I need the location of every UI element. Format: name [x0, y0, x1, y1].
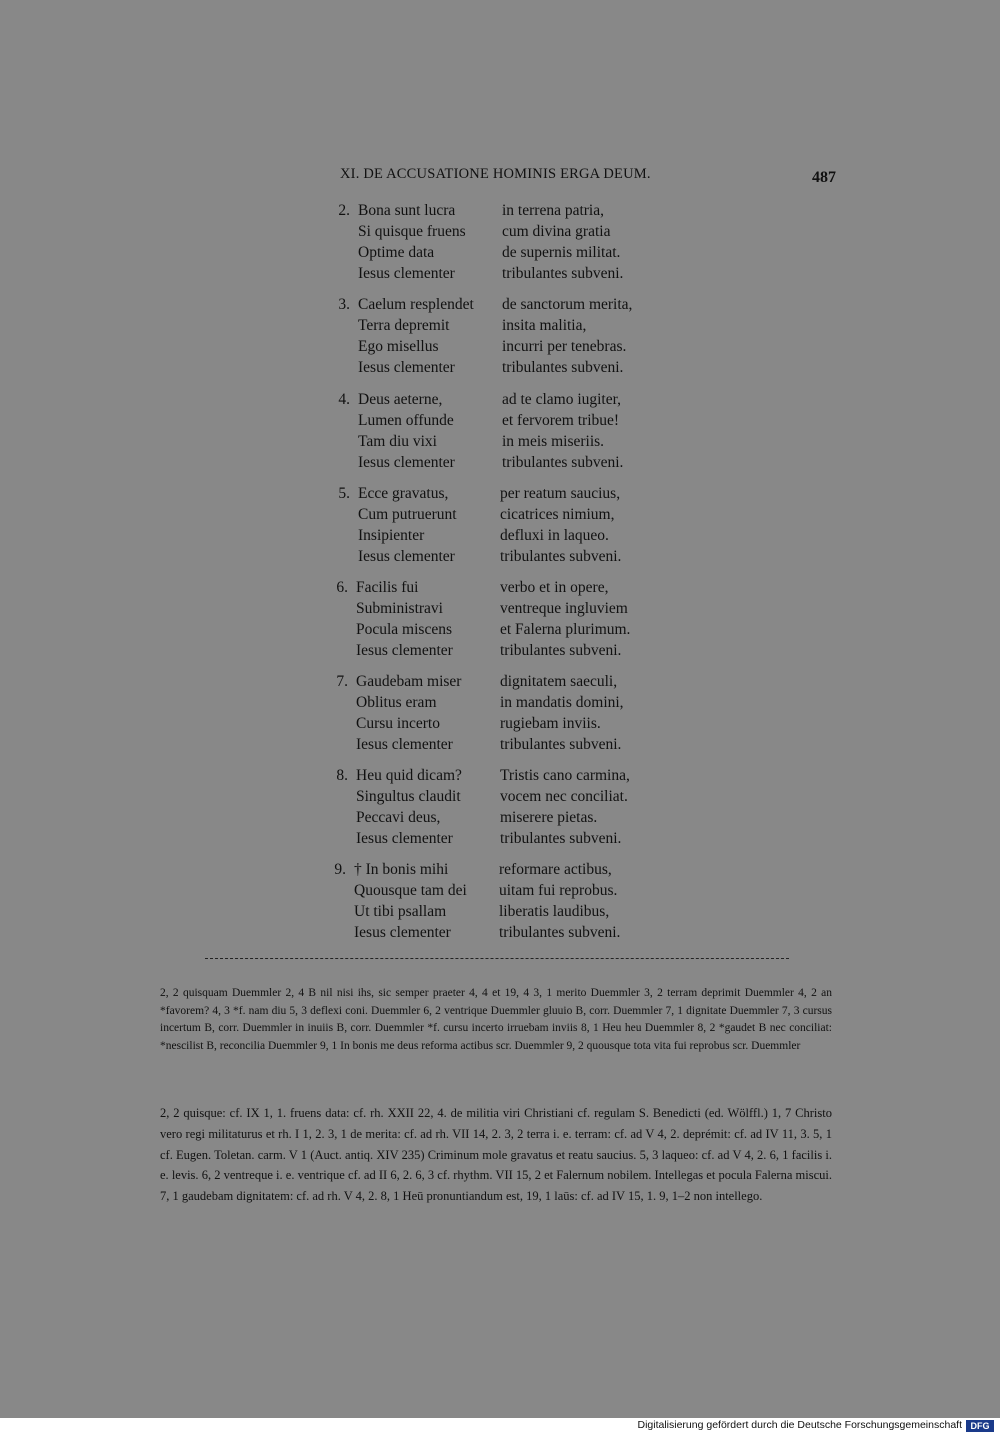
second-hemistich: de supernis militat. — [502, 244, 621, 261]
second-hemistich: Tristis cano carmina, — [500, 767, 630, 784]
stanza-number: 3. — [338, 296, 350, 313]
footer-bar — [0, 1418, 1000, 1434]
first-hemistich: Pocula miscens — [356, 621, 452, 638]
verse-line — [0, 412, 1000, 433]
first-hemistich: Quousque tam dei — [354, 882, 467, 899]
verse-line — [0, 715, 1000, 736]
second-hemistich: tribulantes subveni. — [500, 736, 622, 753]
first-hemistich: Iesus clementer — [358, 548, 455, 565]
verse-line — [0, 506, 1000, 527]
verse-line — [0, 527, 1000, 548]
second-hemistich: verbo et in opere, — [500, 579, 609, 596]
verse-line — [0, 391, 1000, 412]
first-hemistich: Bona sunt lucra — [358, 202, 456, 219]
verse-line — [0, 600, 1000, 621]
first-hemistich: Si quisque fruens — [358, 223, 466, 240]
stanza-number: 2. — [338, 202, 350, 219]
second-hemistich: cum divina gratia — [502, 223, 611, 240]
second-hemistich: tribulantes subveni. — [502, 265, 624, 282]
second-hemistich: rugiebam inviis. — [500, 715, 601, 732]
first-hemistich: Cum putruerunt — [358, 506, 457, 523]
second-hemistich: et Falerna plurimum. — [500, 621, 631, 638]
verse-line — [0, 621, 1000, 642]
source-notes: 2, 2 quisque: cf. IX 1, 1. fruens data: cf. rh. XXII 22, 4. de militia viri Christiani cf. regulam S. Benedicti (ed. Wölffl.) 1, 7 Christo vero regi militaturus et rh. I 1, 2. 3, 1 de merita: cf. ad rh. VII 14, 2. 3, 2 terra i. e. terram: cf. ad V 4, 2. deprémit: cf. ad IV 11, 3. 5, 1 cf. Eugen. Toletan. carm. V 1 (Auct. antiq. XIV 235) Criminum mole gravatus et reatu saucius. 5, 3 laqueo: cf. ad V 4, 2. 6, 1 facilis i. e. levis. 6, 2 ventreque i. e. ventrique cf. ad II 6, 2. 6, 3 cf. rhythm. VII 15, 2 et Falernum nobilem. Intellegas et pocula Falerna miscui. 7, 1 gaudebam dignitatem: cf. ad rh. V 4, 2. 8, 1 Heū pronuntiandum est, 19, 1 laūs: cf. ad IV 15, 1. 9, 1–2 non intellego. — [160, 1106, 832, 1204]
verse-line — [0, 882, 1000, 903]
first-hemistich: Gaudebam miser — [356, 673, 462, 690]
first-hemistich: Subministravi — [356, 600, 443, 617]
verse-line — [0, 788, 1000, 809]
first-hemistich: Optime data — [358, 244, 435, 261]
verse-line — [0, 265, 1000, 286]
verse-line — [0, 244, 1000, 265]
first-hemistich: † In bonis mihi — [354, 861, 449, 878]
first-hemistich: Tam diu vixi — [358, 433, 437, 450]
running-title: XI. DE ACCUSATIONE HOMINIS ERGA DEUM. — [340, 166, 651, 182]
verse-line — [0, 548, 1000, 569]
verse-line — [0, 223, 1000, 244]
second-hemistich: tribulantes subveni. — [500, 830, 622, 847]
verse-line — [0, 642, 1000, 663]
first-hemistich: Iesus clementer — [356, 736, 453, 753]
first-hemistich: Iesus clementer — [358, 359, 455, 376]
first-hemistich: Iesus clementer — [358, 454, 455, 471]
first-hemistich: Iesus clementer — [356, 642, 453, 659]
second-hemistich: in terrena patria, — [502, 202, 604, 219]
stanza-number: 5. — [338, 485, 350, 502]
stanza-number: 7. — [336, 673, 348, 690]
first-hemistich: Lumen offunde — [358, 412, 454, 429]
verse-line — [0, 694, 1000, 715]
second-hemistich: per reatum saucius, — [500, 485, 621, 502]
verse-line — [0, 809, 1000, 830]
verse-line — [0, 830, 1000, 851]
dfg-logo: DFG — [966, 1420, 994, 1432]
footer-credit: Digitalisierung gefördert durch die Deutsche Forschungsgemeinschaft — [637, 1419, 962, 1431]
second-hemistich: cicatrices nimium, — [500, 506, 615, 523]
first-hemistich: Oblitus eram — [356, 694, 437, 711]
second-hemistich: tribulantes subveni. — [500, 548, 622, 565]
verse-line — [0, 736, 1000, 757]
stanza-number: 9. — [334, 861, 346, 878]
verse-line — [0, 903, 1000, 924]
page-number: 487 — [812, 169, 836, 186]
first-hemistich: Peccavi deus, — [356, 809, 441, 826]
first-hemistich: Insipienter — [358, 527, 425, 544]
verse-line — [0, 296, 1000, 317]
second-hemistich: tribulantes subveni. — [499, 924, 621, 941]
first-hemistich: Ego misellus — [358, 338, 439, 355]
verse-line — [0, 485, 1000, 506]
second-hemistich: vocem nec conciliat. — [500, 788, 628, 805]
first-hemistich: Ut tibi psallam — [354, 903, 447, 920]
verse-line — [0, 338, 1000, 359]
footnote-rule — [205, 958, 789, 959]
verse-line — [0, 673, 1000, 694]
second-hemistich: incurri per tenebras. — [502, 338, 627, 355]
first-hemistich: Iesus clementer — [358, 265, 455, 282]
second-hemistich: dignitatem saeculi, — [500, 673, 618, 690]
second-hemistich: defluxi in laqueo. — [500, 527, 609, 544]
first-hemistich: Heu quid dicam? — [356, 767, 462, 784]
first-hemistich: Cursu incerto — [356, 715, 440, 732]
second-hemistich: de sanctorum merita, — [502, 296, 633, 313]
verse-line — [0, 924, 1000, 945]
verse-line — [0, 454, 1000, 475]
first-hemistich: Iesus clementer — [354, 924, 451, 941]
second-hemistich: in meis miseriis. — [502, 433, 605, 450]
stanza-number: 4. — [338, 391, 350, 408]
verse-line — [0, 767, 1000, 788]
second-hemistich: uitam fui reprobus. — [499, 882, 618, 899]
second-hemistich: ad te clamo iugiter, — [502, 391, 622, 408]
stanza-number: 6. — [336, 579, 348, 596]
second-hemistich: miserere pietas. — [500, 809, 598, 826]
first-hemistich: Caelum resplendet — [358, 296, 474, 313]
verse-line — [0, 433, 1000, 454]
stanza-number: 8. — [336, 767, 348, 784]
first-hemistich: Ecce gravatus, — [358, 485, 449, 502]
verse-line — [0, 359, 1000, 380]
verse-line — [0, 579, 1000, 600]
verse-line — [0, 202, 1000, 223]
verse-line — [0, 861, 1000, 882]
first-hemistich: Facilis fui — [356, 579, 419, 596]
second-hemistich: tribulantes subveni. — [500, 642, 622, 659]
second-hemistich: insita malitia, — [502, 317, 587, 334]
second-hemistich: ventreque ingluviem — [500, 600, 628, 617]
critical-apparatus: 2, 2 quisquam Duemmler 2, 4 B nil nisi ihs, sic semper praeter 4, 4 et 19, 4 3, 1 merito Duemmler 3, 2 terram deprimit Duemmler 4, 2 an *favorem? 4, 3 *f. nam diu 5, 3 deflexi coni. Duemmler 6, 2 ventrique Duemmler gluuio B, corr. Duemmler 7, 1 dignitate Duemmler 7, 3 cursus incertum B, corr. Duemmler in inuiis B, corr. Duemmler *f. cursu incerto irruebam inviis 8, 1 Heu heu Duemmler 8, 2 *gaudet B nec conciliat: *nescilist B, reconcilia Duemmler 9, 1 In bonis me deus reforma actibus scr. Duemmler 9, 2 quousque tota vita fui reprobus scr. Duemmler — [160, 987, 832, 1052]
first-hemistich: Singultus claudit — [356, 788, 461, 805]
second-hemistich: in mandatis domini, — [500, 694, 624, 711]
second-hemistich: liberatis laudibus, — [499, 903, 610, 920]
first-hemistich: Terra depremit — [358, 317, 450, 334]
second-hemistich: et fervorem tribue! — [502, 412, 620, 429]
running-head — [0, 166, 1000, 188]
second-hemistich: tribulantes subveni. — [502, 454, 624, 471]
second-hemistich: tribulantes subveni. — [502, 359, 624, 376]
second-hemistich: reformare actibus, — [499, 861, 612, 878]
first-hemistich: Iesus clementer — [356, 830, 453, 847]
first-hemistich: Deus aeterne, — [358, 391, 443, 408]
verse-line — [0, 317, 1000, 338]
